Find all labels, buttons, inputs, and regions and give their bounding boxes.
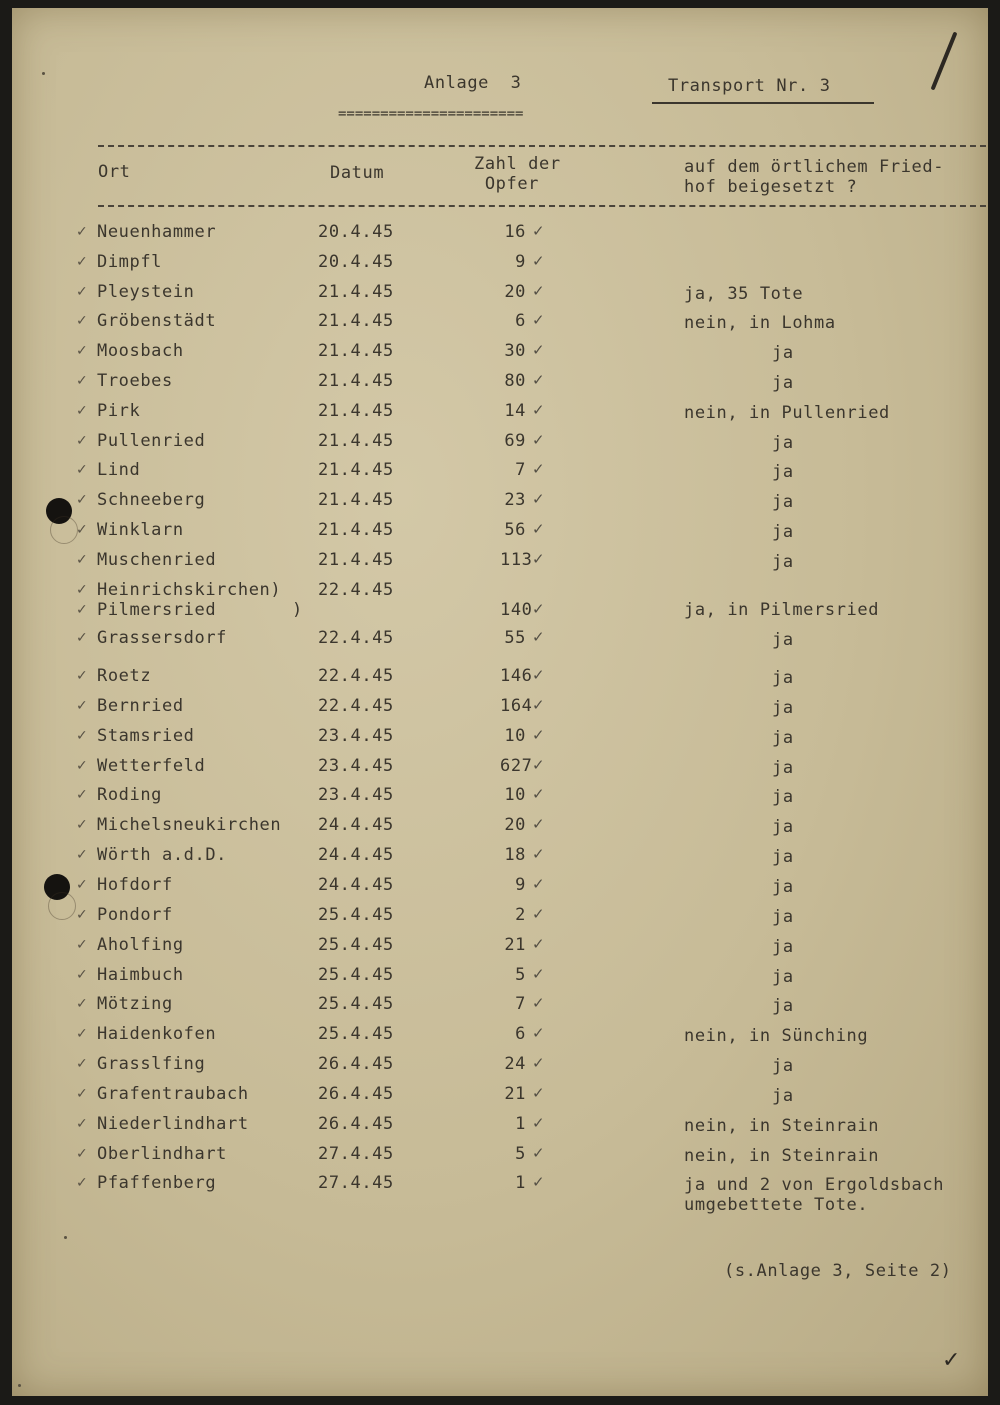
check-mark-icon: ✓ bbox=[76, 630, 88, 646]
check-mark-icon: ✓ bbox=[532, 1084, 545, 1102]
check-mark-icon: ✓ bbox=[76, 552, 88, 568]
continuation-note: (s.Anlage 3, Seite 2) bbox=[724, 1261, 952, 1281]
row-friedhof: ja bbox=[772, 728, 794, 748]
check-mark-icon: ✓ bbox=[76, 847, 88, 863]
row-friedhof: ja bbox=[772, 1086, 794, 1106]
table-row bbox=[12, 847, 988, 867]
row-zahl: 627 bbox=[500, 756, 533, 776]
check-mark-icon: ✓ bbox=[532, 1144, 545, 1162]
table-top-rule bbox=[98, 145, 986, 147]
row-datum: 22.4.45 bbox=[318, 696, 394, 716]
table-header-rule bbox=[98, 205, 986, 207]
check-mark-icon: ✓ bbox=[76, 254, 88, 270]
row-zahl: 21 bbox=[504, 1084, 526, 1104]
table-row bbox=[12, 492, 988, 512]
row-zahl: 7 bbox=[515, 460, 526, 480]
row-ort: Aholfing bbox=[97, 935, 184, 955]
row-ort: Niederlindhart bbox=[97, 1114, 249, 1134]
check-mark-icon: ✓ bbox=[76, 937, 88, 953]
row-friedhof: nein, in Pullenried bbox=[684, 403, 890, 423]
row-friedhof: ja bbox=[772, 433, 794, 453]
check-mark-icon: ✓ bbox=[76, 877, 88, 893]
table-row bbox=[12, 343, 988, 363]
check-mark-icon: ✓ bbox=[532, 282, 545, 300]
table-row bbox=[12, 1026, 988, 1046]
row-ort: Lind bbox=[97, 460, 141, 480]
check-mark-icon: ✓ bbox=[532, 994, 545, 1012]
pencil-stroke-mark bbox=[931, 32, 958, 91]
row-friedhof: ja bbox=[772, 847, 794, 867]
table-row bbox=[12, 254, 988, 274]
column-header-zahl: Zahl der Opfer bbox=[474, 154, 561, 194]
row-zahl: 24 bbox=[504, 1054, 526, 1074]
check-mark-icon: ✓ bbox=[76, 373, 88, 389]
check-mark-icon: ✓ bbox=[76, 433, 88, 449]
row-datum: 21.4.45 bbox=[318, 311, 394, 331]
row-datum: 20.4.45 bbox=[318, 222, 394, 242]
row-friedhof: nein, in Lohma bbox=[684, 313, 836, 333]
row-friedhof: ja bbox=[772, 698, 794, 718]
row-friedhof: ja bbox=[772, 787, 794, 807]
check-mark-icon: ✓ bbox=[942, 1348, 961, 1373]
table-row bbox=[12, 1173, 988, 1215]
row-datum: 23.4.45 bbox=[318, 756, 394, 776]
check-mark-icon: ✓ bbox=[532, 905, 545, 923]
table-row bbox=[12, 1116, 988, 1136]
check-mark-icon: ✓ bbox=[532, 785, 545, 803]
check-mark-icon: ✓ bbox=[76, 1026, 88, 1042]
row-zahl: 1 bbox=[515, 1173, 526, 1193]
row-zahl: 5 bbox=[515, 965, 526, 985]
row-ort: Haimbuch bbox=[97, 965, 184, 985]
row-friedhof: ja bbox=[772, 937, 794, 957]
row-ort: Pondorf bbox=[97, 905, 173, 925]
row-datum: 21.4.45 bbox=[318, 431, 394, 451]
row-zahl: 10 bbox=[504, 726, 526, 746]
row-zahl: 80 bbox=[504, 371, 526, 391]
row-ort: Wörth a.d.D. bbox=[97, 845, 228, 865]
row-ort: Dimpfl bbox=[97, 252, 163, 272]
row-ort: Pilmersried ) bbox=[97, 600, 303, 620]
row-ort: Stamsried bbox=[97, 726, 195, 746]
check-mark-icon: ✓ bbox=[532, 815, 545, 833]
row-friedhof: ja bbox=[772, 492, 794, 512]
row-friedhof: ja bbox=[772, 552, 794, 572]
row-friedhof: ja bbox=[772, 343, 794, 363]
row-zahl: 5 bbox=[515, 1144, 526, 1164]
row-datum: 22.4.45 bbox=[318, 580, 394, 600]
punch-hole-shadow bbox=[50, 516, 78, 544]
check-mark-icon: ✓ bbox=[76, 224, 88, 240]
check-mark-icon: ✓ bbox=[76, 728, 88, 744]
row-friedhof: ja bbox=[772, 668, 794, 688]
row-zahl: 1 bbox=[515, 1114, 526, 1134]
table-row bbox=[12, 630, 988, 650]
table-row bbox=[12, 937, 988, 957]
row-ort: Troebes bbox=[97, 371, 173, 391]
check-mark-icon: ✓ bbox=[532, 1114, 545, 1132]
row-zahl: 21 bbox=[504, 935, 526, 955]
row-zahl: 30 bbox=[504, 341, 526, 361]
check-mark-icon: ✓ bbox=[532, 600, 545, 618]
table-row-group bbox=[12, 582, 988, 626]
table-row bbox=[12, 522, 988, 542]
table-row bbox=[12, 698, 988, 718]
row-zahl: 16 bbox=[504, 222, 526, 242]
row-datum: 21.4.45 bbox=[318, 282, 394, 302]
row-zahl: 14 bbox=[504, 401, 526, 421]
row-zahl: 23 bbox=[504, 490, 526, 510]
check-mark-icon: ✓ bbox=[76, 284, 88, 300]
table-row bbox=[12, 758, 988, 778]
row-zahl: 69 bbox=[504, 431, 526, 451]
paper-speck bbox=[18, 1384, 21, 1387]
row-ort: Pirk bbox=[97, 401, 141, 421]
row-friedhof: ja bbox=[772, 758, 794, 778]
row-datum: 21.4.45 bbox=[318, 460, 394, 480]
check-mark-icon: ✓ bbox=[76, 817, 88, 833]
row-friedhof: nein, in Steinrain bbox=[684, 1146, 880, 1166]
row-ort: Mötzing bbox=[97, 994, 173, 1014]
row-ort: Wetterfeld bbox=[97, 756, 206, 776]
row-ort: Moosbach bbox=[97, 341, 184, 361]
check-mark-icon: ✓ bbox=[532, 628, 545, 646]
row-zahl: 20 bbox=[504, 815, 526, 835]
check-mark-icon: ✓ bbox=[76, 313, 88, 329]
table-row bbox=[12, 1146, 988, 1166]
table-row bbox=[12, 552, 988, 572]
table-row bbox=[12, 224, 988, 244]
row-friedhof: ja, in Pilmersried bbox=[684, 600, 880, 620]
row-friedhof: ja bbox=[772, 877, 794, 897]
heading-underline-marks: ====================== bbox=[338, 106, 524, 122]
row-friedhof: nein, in Sünching bbox=[684, 1026, 869, 1046]
row-datum: 21.4.45 bbox=[318, 401, 394, 421]
row-ort: Winklarn bbox=[97, 520, 184, 540]
check-mark-icon: ✓ bbox=[76, 403, 88, 419]
row-ort: Schneeberg bbox=[97, 490, 206, 510]
paper-speck bbox=[42, 72, 45, 75]
document-page bbox=[12, 8, 988, 1396]
check-mark-icon: ✓ bbox=[76, 668, 88, 684]
row-datum: 26.4.45 bbox=[318, 1054, 394, 1074]
transport-underline bbox=[652, 102, 874, 104]
row-friedhof: nein, in Steinrain bbox=[684, 1116, 880, 1136]
row-friedhof: ja bbox=[772, 907, 794, 927]
row-datum: 26.4.45 bbox=[318, 1114, 394, 1134]
row-datum: 25.4.45 bbox=[318, 994, 394, 1014]
row-ort: Heinrichskirchen) bbox=[97, 580, 282, 600]
row-ort: Pleystein bbox=[97, 282, 195, 302]
check-mark-icon: ✓ bbox=[76, 996, 88, 1012]
check-mark-icon: ✓ bbox=[76, 602, 88, 618]
row-datum: 25.4.45 bbox=[318, 1024, 394, 1044]
row-friedhof: ja, 35 Tote bbox=[684, 284, 804, 304]
row-friedhof: ja bbox=[772, 967, 794, 987]
row-friedhof: ja bbox=[772, 817, 794, 837]
row-datum: 24.4.45 bbox=[318, 845, 394, 865]
row-zahl: 56 bbox=[504, 520, 526, 540]
punch-hole-shadow bbox=[48, 892, 76, 920]
row-friedhof: ja und 2 von Ergoldsbach umgebettete Tote. bbox=[684, 1175, 945, 1215]
check-mark-icon: ✓ bbox=[532, 341, 545, 359]
check-mark-icon: ✓ bbox=[532, 311, 545, 329]
table-row bbox=[12, 728, 988, 748]
check-mark-icon: ✓ bbox=[76, 1175, 88, 1191]
row-zahl: 55 bbox=[504, 628, 526, 648]
row-datum: 20.4.45 bbox=[318, 252, 394, 272]
row-datum: 23.4.45 bbox=[318, 785, 394, 805]
row-datum: 22.4.45 bbox=[318, 666, 394, 686]
table-row bbox=[12, 284, 988, 304]
check-mark-icon: ✓ bbox=[532, 1173, 545, 1191]
check-mark-icon: ✓ bbox=[76, 758, 88, 774]
row-ort: Pullenried bbox=[97, 431, 206, 451]
row-zahl: 6 bbox=[515, 1024, 526, 1044]
check-mark-icon: ✓ bbox=[76, 967, 88, 983]
row-zahl: 113 bbox=[500, 550, 533, 570]
check-mark-icon: ✓ bbox=[76, 522, 88, 538]
table-row bbox=[12, 996, 988, 1016]
check-mark-icon: ✓ bbox=[532, 401, 545, 419]
check-mark-icon: ✓ bbox=[532, 666, 545, 684]
check-mark-icon: ✓ bbox=[532, 845, 545, 863]
row-datum: 26.4.45 bbox=[318, 1084, 394, 1104]
table-row bbox=[12, 967, 988, 987]
check-mark-icon: ✓ bbox=[532, 935, 545, 953]
check-mark-icon: ✓ bbox=[76, 1056, 88, 1072]
row-datum: 24.4.45 bbox=[318, 815, 394, 835]
row-ort: Haidenkofen bbox=[97, 1024, 217, 1044]
row-datum: 21.4.45 bbox=[318, 371, 394, 391]
row-datum: 21.4.45 bbox=[318, 520, 394, 540]
check-mark-icon: ✓ bbox=[76, 343, 88, 359]
table-row bbox=[12, 373, 988, 393]
check-mark-icon: ✓ bbox=[532, 696, 545, 714]
column-header-friedhof: auf dem örtlichem Fried- hof beigesetzt ? bbox=[684, 157, 945, 197]
row-friedhof: ja bbox=[772, 462, 794, 482]
check-mark-icon: ✓ bbox=[532, 371, 545, 389]
row-ort: Neuenhammer bbox=[97, 222, 217, 242]
check-mark-icon: ✓ bbox=[76, 1146, 88, 1162]
row-ort: Grafentraubach bbox=[97, 1084, 249, 1104]
row-ort: Grassersdorf bbox=[97, 628, 228, 648]
check-mark-icon: ✓ bbox=[76, 492, 88, 508]
row-ort: Muschenried bbox=[97, 550, 217, 570]
row-zahl: 6 bbox=[515, 311, 526, 331]
check-mark-icon: ✓ bbox=[532, 460, 545, 478]
row-datum: 23.4.45 bbox=[318, 726, 394, 746]
row-datum: 21.4.45 bbox=[318, 341, 394, 361]
row-ort: Pfaffenberg bbox=[97, 1173, 217, 1193]
row-friedhof: ja bbox=[772, 630, 794, 650]
table-row bbox=[12, 907, 988, 927]
check-mark-icon: ✓ bbox=[76, 698, 88, 714]
row-zahl: 2 bbox=[515, 905, 526, 925]
row-zahl: 10 bbox=[504, 785, 526, 805]
row-ort: Grasslfing bbox=[97, 1054, 206, 1074]
check-mark-icon: ✓ bbox=[532, 550, 545, 568]
row-datum: 27.4.45 bbox=[318, 1144, 394, 1164]
row-friedhof: ja bbox=[772, 1056, 794, 1076]
table-row bbox=[12, 462, 988, 482]
check-mark-icon: ✓ bbox=[532, 965, 545, 983]
row-zahl: 18 bbox=[504, 845, 526, 865]
check-mark-icon: ✓ bbox=[532, 1024, 545, 1042]
row-zahl: 9 bbox=[515, 252, 526, 272]
check-mark-icon: ✓ bbox=[76, 1086, 88, 1102]
row-datum: 24.4.45 bbox=[318, 875, 394, 895]
row-ort: Bernried bbox=[97, 696, 184, 716]
row-friedhof: ja bbox=[772, 996, 794, 1016]
table-row bbox=[12, 403, 988, 423]
row-ort: Gröbenstädt bbox=[97, 311, 217, 331]
table-row bbox=[12, 313, 988, 333]
table-row bbox=[12, 817, 988, 837]
row-zahl: 20 bbox=[504, 282, 526, 302]
check-mark-icon: ✓ bbox=[532, 1054, 545, 1072]
row-datum: 27.4.45 bbox=[318, 1173, 394, 1193]
check-mark-icon: ✓ bbox=[76, 1116, 88, 1132]
check-mark-icon: ✓ bbox=[76, 907, 88, 923]
row-ort: Roetz bbox=[97, 666, 152, 686]
column-header-ort: Ort bbox=[98, 162, 131, 182]
row-datum: 25.4.45 bbox=[318, 965, 394, 985]
table-row bbox=[12, 1086, 988, 1106]
check-mark-icon: ✓ bbox=[532, 490, 545, 508]
check-mark-icon: ✓ bbox=[76, 462, 88, 478]
anlage-heading: Anlage 3 bbox=[424, 73, 522, 93]
table-row bbox=[12, 1056, 988, 1076]
check-mark-icon: ✓ bbox=[532, 875, 545, 893]
row-zahl: 7 bbox=[515, 994, 526, 1014]
row-zahl: 140 bbox=[500, 600, 533, 620]
check-mark-icon: ✓ bbox=[76, 787, 88, 803]
row-friedhof: ja bbox=[772, 373, 794, 393]
row-ort: Oberlindhart bbox=[97, 1144, 228, 1164]
check-mark-icon: ✓ bbox=[532, 252, 545, 270]
row-ort: Hofdorf bbox=[97, 875, 173, 895]
row-datum: 22.4.45 bbox=[318, 628, 394, 648]
row-friedhof: ja bbox=[772, 522, 794, 542]
row-datum: 21.4.45 bbox=[318, 490, 394, 510]
row-ort: Roding bbox=[97, 785, 163, 805]
column-header-datum: Datum bbox=[330, 163, 385, 183]
check-mark-icon: ✓ bbox=[76, 582, 88, 598]
table-row bbox=[12, 877, 988, 897]
check-mark-icon: ✓ bbox=[532, 726, 545, 744]
row-ort: Michelsneukirchen bbox=[97, 815, 282, 835]
row-zahl: 146 bbox=[500, 666, 533, 686]
check-mark-icon: ✓ bbox=[532, 431, 545, 449]
row-datum: 21.4.45 bbox=[318, 550, 394, 570]
row-zahl: 9 bbox=[515, 875, 526, 895]
row-datum: 25.4.45 bbox=[318, 935, 394, 955]
row-zahl: 164 bbox=[500, 696, 533, 716]
table-row bbox=[12, 433, 988, 453]
paper-speck bbox=[64, 1236, 67, 1239]
check-mark-icon: ✓ bbox=[532, 520, 545, 538]
transport-heading: Transport Nr. 3 bbox=[668, 76, 831, 96]
table-row bbox=[12, 787, 988, 807]
table-row bbox=[12, 668, 988, 688]
check-mark-icon: ✓ bbox=[532, 222, 545, 240]
row-datum: 25.4.45 bbox=[318, 905, 394, 925]
check-mark-icon: ✓ bbox=[532, 756, 545, 774]
